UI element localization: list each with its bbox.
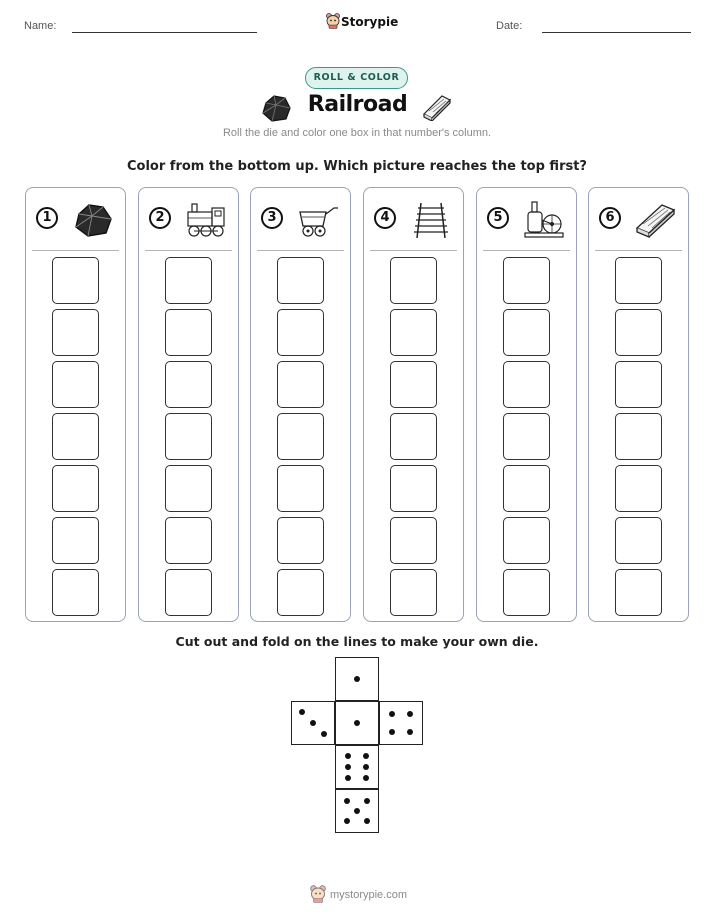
column-divider (32, 250, 119, 251)
column-number: 1 (36, 207, 58, 229)
wooden-plank-icon (422, 93, 452, 121)
die-pip (354, 720, 360, 726)
color-box[interactable] (615, 569, 662, 616)
color-box[interactable] (277, 569, 324, 616)
die-pip (363, 775, 369, 781)
roll-and-color-badge: ROLL & COLOR (305, 67, 408, 89)
color-box[interactable] (503, 465, 550, 512)
storypie-logo-icon (326, 13, 340, 29)
color-box[interactable] (615, 361, 662, 408)
column-divider (370, 250, 457, 251)
color-box[interactable] (52, 309, 99, 356)
wooden-plank-icon (634, 200, 678, 240)
page-title: Railroad (307, 92, 408, 117)
color-box[interactable] (52, 465, 99, 512)
date-line[interactable] (542, 32, 691, 33)
column-number: 4 (374, 207, 396, 229)
die-pip (345, 775, 351, 781)
die-face-4 (379, 701, 423, 745)
color-box[interactable] (503, 361, 550, 408)
name-line[interactable] (72, 32, 257, 33)
color-box[interactable] (52, 361, 99, 408)
color-box[interactable] (277, 257, 324, 304)
color-box[interactable] (277, 517, 324, 564)
storypie-logo-icon (310, 885, 326, 903)
date-label: Date: (496, 20, 523, 32)
die-pip (354, 808, 360, 814)
die-pip (344, 818, 350, 824)
die-face-3 (291, 701, 335, 745)
column-6 (588, 187, 689, 622)
die-pip (344, 798, 350, 804)
color-box[interactable] (503, 257, 550, 304)
die-pip (363, 753, 369, 759)
color-box[interactable] (52, 413, 99, 460)
die-pip (389, 729, 395, 735)
die-pip (310, 720, 316, 726)
color-box[interactable] (503, 569, 550, 616)
die-pip (364, 798, 370, 804)
color-box[interactable] (277, 361, 324, 408)
die-pip (299, 709, 305, 715)
color-box[interactable] (165, 569, 212, 616)
color-box[interactable] (277, 309, 324, 356)
column-divider (257, 250, 344, 251)
mine-cart-icon (296, 200, 340, 240)
railroad-track-icon (409, 200, 453, 240)
color-box[interactable] (165, 361, 212, 408)
column-2 (138, 187, 239, 622)
subtitle: Roll the die and color one box in that number's column. (222, 127, 492, 139)
name-label: Name: (24, 20, 57, 32)
die-pip (407, 729, 413, 735)
die-pip (407, 711, 413, 717)
color-box[interactable] (52, 569, 99, 616)
color-box[interactable] (390, 517, 437, 564)
die-pip (364, 818, 370, 824)
color-box[interactable] (503, 517, 550, 564)
color-box[interactable] (165, 465, 212, 512)
color-box[interactable] (615, 413, 662, 460)
color-box[interactable] (165, 257, 212, 304)
color-box[interactable] (503, 413, 550, 460)
die-face-6 (335, 745, 379, 789)
color-box[interactable] (615, 257, 662, 304)
color-box[interactable] (615, 309, 662, 356)
die-face-5 (335, 789, 379, 833)
instruction-text: Color from the bottom up. Which picture reaches the top first? (127, 159, 587, 174)
color-box[interactable] (615, 465, 662, 512)
column-3 (250, 187, 351, 622)
die-pip (345, 753, 351, 759)
column-4 (363, 187, 464, 622)
column-number: 6 (599, 207, 621, 229)
die-pip (321, 731, 327, 737)
column-divider (145, 250, 232, 251)
color-box[interactable] (503, 309, 550, 356)
die-face-1 (335, 657, 379, 701)
color-box[interactable] (277, 465, 324, 512)
column-divider (595, 250, 682, 251)
column-1 (25, 187, 126, 622)
die-pip (354, 676, 360, 682)
color-box[interactable] (390, 413, 437, 460)
column-divider (483, 250, 570, 251)
column-number: 2 (149, 207, 171, 229)
color-box[interactable] (390, 465, 437, 512)
die-face-1 (335, 701, 379, 745)
color-box[interactable] (390, 309, 437, 356)
steam-engine-icon (522, 200, 566, 240)
steam-locomotive-icon (184, 200, 228, 240)
coal-lump-icon (71, 200, 115, 240)
color-box[interactable] (165, 413, 212, 460)
color-box[interactable] (390, 569, 437, 616)
die-pip (389, 711, 395, 717)
footer-url[interactable]: mystorypie.com (330, 889, 408, 901)
color-box[interactable] (390, 361, 437, 408)
color-box[interactable] (165, 309, 212, 356)
color-box[interactable] (390, 257, 437, 304)
color-box[interactable] (52, 257, 99, 304)
column-number: 3 (261, 207, 283, 229)
die-instruction: Cut out and fold on the lines to make your own die. (175, 634, 539, 649)
column-number: 5 (487, 207, 509, 229)
brand-name: Storypie (341, 15, 399, 29)
color-box[interactable] (277, 413, 324, 460)
color-box[interactable] (52, 517, 99, 564)
die-pip (363, 764, 369, 770)
color-box[interactable] (615, 517, 662, 564)
die-pip (345, 764, 351, 770)
coal-lump-icon (260, 93, 292, 123)
color-box[interactable] (165, 517, 212, 564)
column-5 (476, 187, 577, 622)
